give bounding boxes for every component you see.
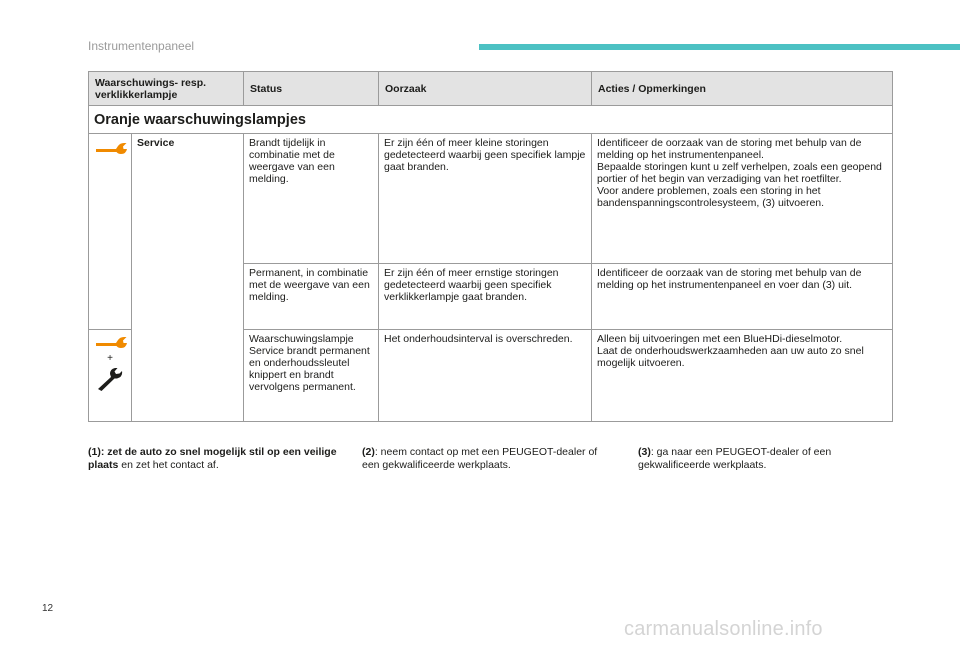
action-line: Alleen bij uitvoeringen met een BlueHDi-dieselmotor. — [597, 333, 843, 345]
footnote-ref: (2) — [362, 446, 375, 458]
footnote-1 — [88, 446, 343, 471]
table-row — [89, 134, 893, 264]
column-header-status: Status — [244, 72, 379, 106]
footnote-2 — [362, 446, 607, 471]
action-line: Identificeer de oorzaak van de storing met behulp van de melding op het instrumentenpaneel. — [597, 137, 862, 161]
cause-cell: Het onderhoudsinterval is overschreden. — [379, 330, 592, 422]
spanner-icon — [95, 366, 125, 392]
wrench-icon — [94, 137, 128, 157]
watermark: carmanualsonline.info — [624, 618, 823, 640]
column-header-lamp: Waarschuwings- resp. verklikkerlampje — [89, 72, 244, 106]
maintenance-icon-cell — [89, 330, 132, 422]
wrench-icon — [94, 333, 128, 351]
footnote-text: : neem contact op met een PEUGEOT-dealer of een gekwalificeerde werkplaats. — [362, 446, 598, 471]
footnote-text: : ga naar een PEUGEOT-dealer of een gekwalificeerde werkplaats. — [638, 446, 832, 471]
footnote-ref: (3) — [638, 446, 651, 458]
actions-cell — [592, 264, 893, 330]
status-cell: Brandt tijdelijk in combinatie met de weergave van een melding. — [244, 134, 379, 264]
status-cell: Permanent, in combinatie met de weergave van een melding. — [244, 264, 379, 330]
action-line: Bepaalde storingen kunt u zelf verhelpen, zoals een geopend portier of het begin van verzadiging van het roetfilter. — [597, 161, 882, 185]
actions-cell — [592, 134, 893, 264]
footnote-3 — [638, 446, 878, 471]
service-lamp-icon-cell — [89, 134, 132, 330]
table-header-row — [89, 72, 893, 106]
section-title: Instrumentenpaneel — [88, 39, 195, 53]
action-line: Voor andere problemen, zoals een storing in het bandenspanningscontrolesysteem, (3) uitvoeren. — [597, 185, 825, 209]
group-title: Oranje waarschuwingslampjes — [89, 106, 893, 134]
cause-cell: Er zijn één of meer kleine storingen gedetecteerd waarbij geen specifiek lampje gaat branden. — [379, 134, 592, 264]
action-line: Laat de onderhoudswerkzaamheden aan uw auto zo snel mogelijk uitvoeren. — [597, 345, 864, 369]
service-lamp-name: Service — [132, 134, 244, 422]
section-accent-bar — [479, 44, 960, 50]
footnote-text: en zet het contact af. — [118, 458, 219, 471]
cause-cell: Er zijn één of meer ernstige storingen gedetecteerd waarbij geen specifiek verklikkerlampje gaat branden. — [379, 264, 592, 330]
footnote-ref: (1) — [88, 446, 101, 458]
actions-cell — [592, 330, 893, 422]
page-number: 12 — [42, 603, 54, 614]
group-title-row — [89, 106, 893, 134]
plus-sign: + — [107, 353, 113, 364]
status-cell: Waarschuwingslampje Service brandt permanent en onderhoudssleutel knippert en brandt vervolgens permanent. — [244, 330, 379, 422]
column-header-cause: Oorzaak — [379, 72, 592, 106]
footnote-bold-text: : zet de auto zo snel mogelijk stil op een veilige plaats — [88, 446, 337, 471]
column-header-actions: Acties / Opmerkingen — [592, 72, 893, 106]
warning-lamps-table — [88, 71, 893, 422]
action-line: Identificeer de oorzaak van de storing met behulp van de melding op het instrumentenpaneel en voer dan (3) uit. — [597, 267, 862, 291]
